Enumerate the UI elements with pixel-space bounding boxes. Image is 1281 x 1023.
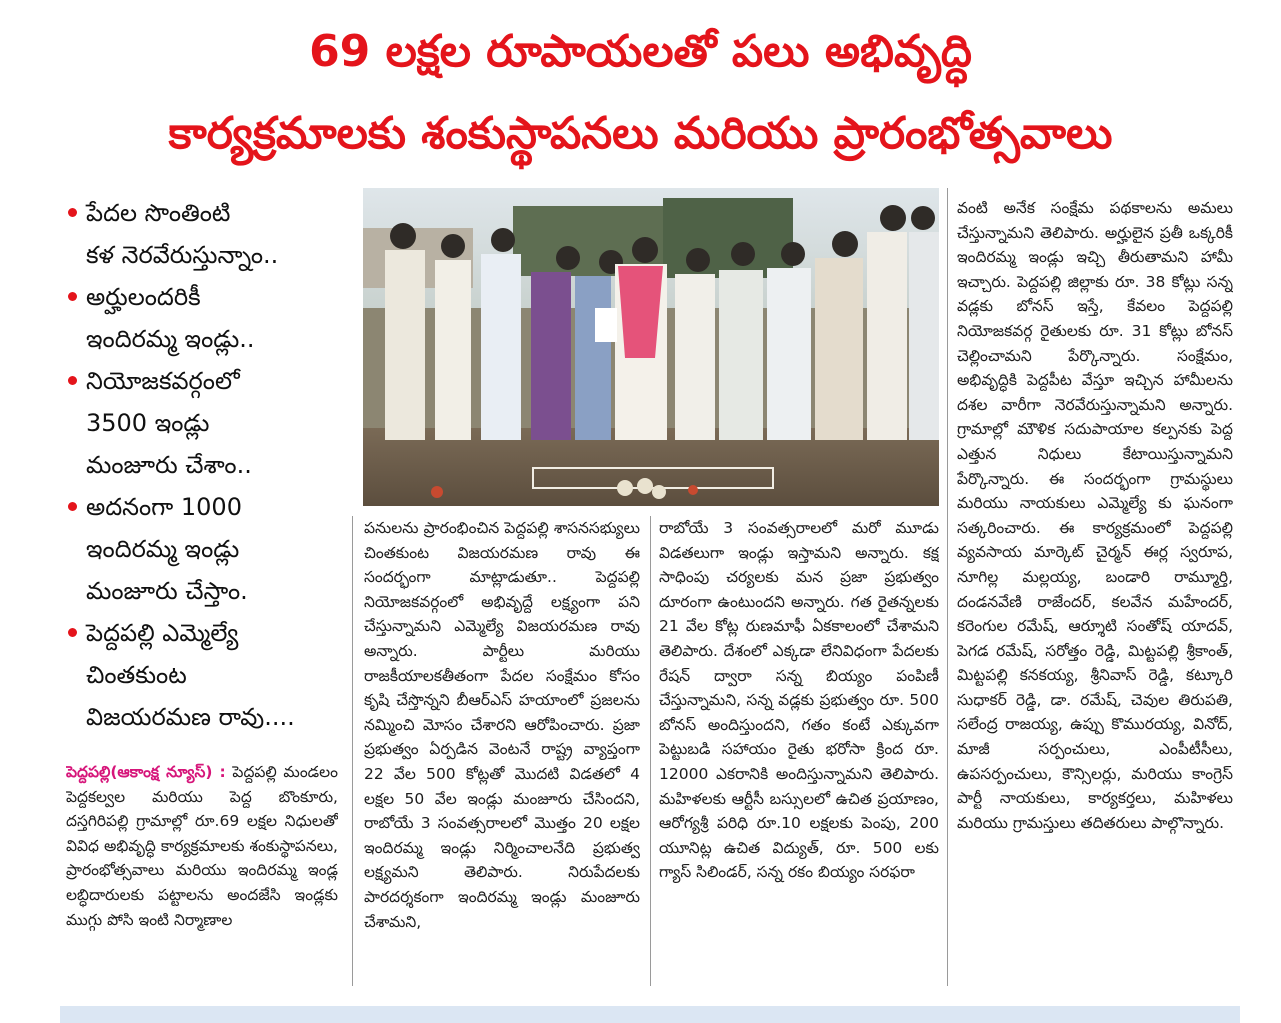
article-column-1: [66, 760, 338, 932]
article-column-2: [364, 516, 640, 934]
article-text: రాబోయే 3 సంవత్సరాలలో మరో మూడు విడతలుగా ఇండ్లు ఇస్తామని అన్నారు. కక్ష సాధింపు చర్యలకు మన ప్రజా ప్రభుత్వం దూరంగా ఉంటుందని అన్నారు. గత రైతన్నలకు 21 వేల కోట్ల రుణమాఫీ ఏకకాలంలో చేశామని తెలిపారు. దేశంలో ఎక్కడా లేనివిధంగా పేదలకు రేషన్ ద్వారా సన్న బియ్యం పంపిణీ చేస్తున్నామని, సన్న వడ్లకు ప్రభుత్వం రూ. 500 బోనస్ అందిస్తుందని, గతం కంటే ఎక్కువగా పెట్టుబడి సహాయం రైతు భరోసా క్రింద రూ. 12000 ఎకరానికి అందిస్తున్నామని తెలిపారు. మహిళలకు ఆర్టీసీ బస్సులలో ఉచిత ప్రయాణం, ఆరోగ్యశ్రీ పరిధి రూ.10 లక్షలకు పెంపు, 200 యూనిట్ల ఉచిత విద్యుత్, రూ. 500 లకు గ్యాస్ సిలిండర్, సన్న రకం బియ్యం సరఫరా: [659, 519, 939, 882]
article-column-4: [957, 196, 1233, 835]
highlight-item: అర్హులందరికీ ఇందిరమ్మ ఇండ్లు..: [62, 276, 352, 360]
bullet-dot-icon: [68, 628, 77, 637]
highlight-item: అదనంగా 1000 ఇందిరమ్మ ఇండ్లు మంజూరు చేస్తాం.: [62, 486, 352, 612]
bullet-dot-icon: [68, 502, 77, 511]
dateline: పెద్దపల్లి(ఆకాంక్ష న్యూస్) :: [66, 763, 226, 781]
bullet-dot-icon: [68, 376, 77, 385]
group-photo-image: [363, 188, 939, 506]
headline-line-2: కార్యక్రమాలకు శంకుస్థాపనలు మరియు ప్రారంభోత్సవాలు: [168, 108, 1113, 159]
article-column-3: [659, 516, 939, 885]
bullet-dot-icon: [68, 292, 77, 301]
highlight-item: పెద్దపల్లి ఎమ్మెల్యే చింతకుంట విజయరమణ రావు....: [62, 612, 352, 738]
bullet-dot-icon: [68, 208, 77, 217]
column-divider: [352, 516, 353, 986]
highlight-item: పేదల సొంతింటి కళ నెరవేరుస్తున్నాం..: [62, 192, 352, 276]
column-divider: [947, 188, 948, 986]
article-text: పనులను ప్రారంభించిన పెద్దపల్లి శాసనసభ్యులు చింతకుంట విజయరమణ రావు ఈ సందర్భంగా మాట్లాడుతూ.. పెద్దపల్లి నియోజకవర్గంలో అభివృద్దే లక్ష్యంగా పని చేస్తున్నామని ఎమ్మెల్యే విజయరమణ రావు అన్నారు. పార్టీలు మరియు రాజకీయాలకతీతంగా పేదల సంక్షేమం కోసం కృషి చేస్తొన్నని బీఆర్ఎస్ హయాంలో ప్రజలను నమ్మించి మోసం చేశారని ఆరోపించారు. ప్రజా ప్రభుత్వం ఏర్పడిన వెంటనే రాష్ట్ర వ్యాప్తంగా 22 వేల 500 కోట్లతో మొదటి విడతలో 4 లక్షల 50 వేల ఇండ్లు మంజూరు చేసిందని, రాబోయే 3 సంవత్సరాలలో మొత్తం 20 లక్షల ఇందిరమ్మ ఇండ్లు నిర్మించాలనేది ప్రభుత్వ లక్ష్యమని తెలిపారు. నిరుపేదలకు పారదర్శకంగా ఇందిరమ్మ ఇండ్లు మంజూరు చేశామని,: [364, 519, 640, 931]
headline-line-1: 69 లక్షల రూపాయలతో పలు అభివృద్ధి: [309, 26, 972, 77]
highlight-item: నియోజకవర్గంలో 3500 ఇండ్లు మంజూరు చేశాం..: [62, 360, 352, 486]
article-text: వంటి అనేక సంక్షేమ పథకాలను అమలు చేస్తున్నామని తెలిపారు. అర్హులైన ప్రతీ ఒక్కరికీ ఇందిరమ్మ ఇండ్లు ఇచ్చి తీరుతామని హామీ ఇచ్చారు. పెద్దపల్లి జిల్లాకు రూ. 38 కోట్లు సన్న వడ్లకు బోనస్ ఇస్తే, కేవలం పెద్దపల్లి నియోజకవర్గ రైతులకు రూ. 31 కోట్లు బోనస్ చెల్లించామని పేర్కొన్నారు. సంక్షేమం, అభివృద్ధికి పెద్దపీట వేస్తూ ఇచ్చిన హామీలను దశల వారీగా నెరవేరుస్తున్నామని అన్నారు. గ్రామాల్లో మౌళిక సదుపాయాల కల్పనకు పెద్ద ఎత్తున నిధులు కేటాయిస్తున్నామని పేర్కొన్నారు. ఈ సందర్భంగా గ్రామస్థులు మరియు నాయకులు ఎమ్మెల్యే కు ఘనంగా సత్కరించారు. ఈ కార్యక్రమంలో పెద్దపల్లి వ్యవసాయ మార్కెట్ చైర్మన్ ఈర్ల స్వరూప, నూగిల్ల మల్లయ్య, బండారి రామ్మూర్తి, దండనవేణి రాజేందర్, కలవేన మహేందర్, కరెంగుల రమేష్, ఆర్శూటి సంతోష్ యాదవ్, పెగడ రమేష్, సరోత్తం రెడ్డి, మిట్టపల్లి శ్రీకాంత్, మిట్టపల్లి కనకయ్య, శ్రీనివాస్ రెడ్డి, కట్కూరి సుధాకర్ రెడ్డి, డా. రమేష్, చెవుల తిరుపతి, సలేంద్ర రాజయ్య, ఉప్పు కొమురయ్య, వినోద్, మాజీ సర్పంచులు, ఎంపీటీసీలు, ఉపసర్పంచులు, కౌన్సిలర్లు, మరియు కాంగ్రెస్ పార్టీ నాయకులు, కార్యకర్తలు, మహిళలు మరియు గ్రామస్తులు తదితరులు పాల్గొన్నారు.: [957, 199, 1233, 832]
column-divider: [650, 516, 651, 986]
highlights-list: [62, 192, 352, 738]
article-text: పెద్దపల్లి మండలం పెద్దకల్వల మరియు పెద్ద బొంకూరు, దస్తగిరిపల్లి గ్రామాల్లో రూ.69 లక్షల నిధులతో వివిధ అభివృద్ధి కార్యక్రమాలకు శంకుస్థాపనలు, ప్రారంభోత్సవాలు మరియు ఇందిరమ్మ ఇండ్ల లబ్ధిదారులకు పట్టాలను అందజేసి ఇండ్లకు ముగ్గు పోసి ఇంటి నిర్మాణాల: [66, 763, 338, 929]
bottom-band: [60, 1006, 1240, 1023]
